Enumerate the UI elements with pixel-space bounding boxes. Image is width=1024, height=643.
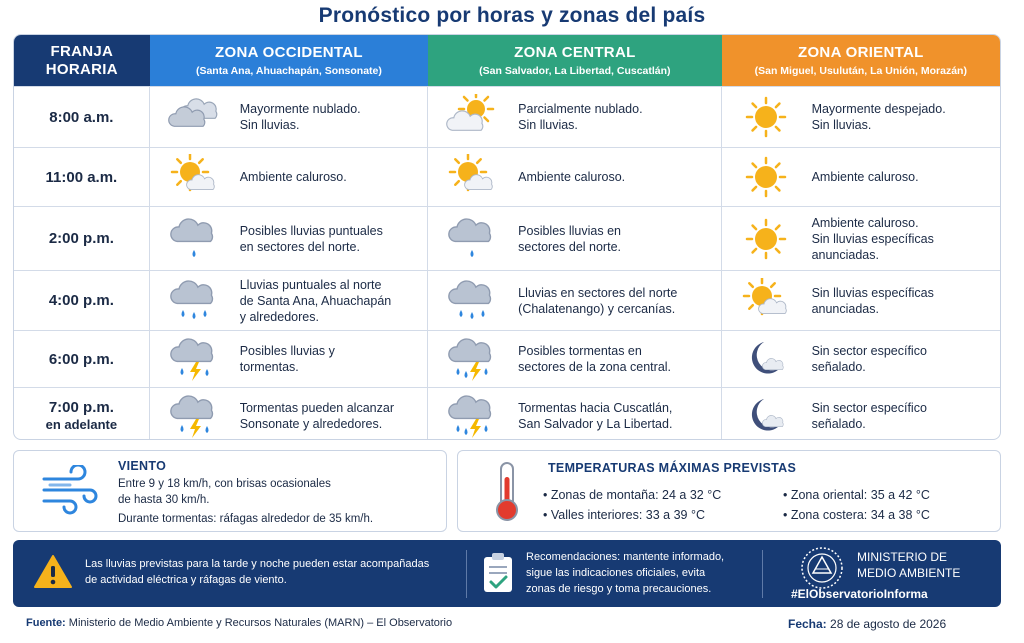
forecast-text: Sin lluvias específicas — [811, 231, 934, 246]
forecast-description — [240, 223, 383, 255]
forecast-cell-west — [150, 148, 428, 206]
forecast-text: sectores de la zona central. — [518, 360, 672, 374]
temp-mountain: • Zonas de montaña: 24 a 32 °C — [543, 488, 722, 502]
temp-valleys: • Valles interiores: 33 a 39 °C — [543, 508, 705, 522]
sun-cloud-icon — [738, 278, 794, 324]
table-row — [14, 147, 1000, 206]
forecast-text: Sonsonate y alrededores. — [239, 416, 383, 431]
storm-icon — [166, 393, 222, 439]
time-slot: 8:00 a.m. — [14, 87, 150, 147]
forecast-text: Posibles tormentas en — [518, 344, 642, 358]
forecast-text: Sin lluvias específicas — [811, 285, 934, 300]
forecast-description — [240, 343, 335, 375]
forecast-description — [518, 169, 625, 185]
time-column-header: FRANJA HORARIA — [14, 35, 150, 86]
recommendation-line-3: zonas de riesgo y toma precauciones. — [526, 583, 712, 595]
forecast-text: Sin lluvias. — [239, 118, 300, 132]
wind-icon — [40, 465, 100, 515]
forecast-text: Lluvias puntuales al norte — [239, 277, 382, 292]
table-row — [14, 206, 1000, 270]
forecast-text: Posibles lluvias puntuales — [239, 223, 383, 238]
forecast-text: Mayormente despejado. — [811, 102, 946, 116]
forecast-text: Tormentas pueden alcanzar — [239, 400, 394, 415]
forecast-text: Mayormente nublado. — [239, 102, 361, 116]
info-banner — [13, 540, 1001, 607]
forecast-description — [812, 101, 946, 133]
thermometer-icon — [494, 461, 520, 523]
storm-rain-icon — [444, 336, 500, 382]
alert-line-2: de actividad eléctrica y ráfagas de viento. — [85, 574, 287, 586]
wind-title: VIENTO — [118, 459, 167, 473]
zone-west-header: ZONA OCCIDENTAL (Santa Ana, Ahuachapán, Sonsonate) — [150, 35, 428, 86]
time-slot: 4:00 p.m. — [14, 271, 150, 330]
forecast-text: Ambiente caluroso. — [239, 170, 347, 184]
forecast-description — [812, 343, 927, 375]
forecast-cell-central — [428, 87, 721, 147]
forecast-cell-central — [428, 388, 721, 440]
forecast-text: Ambiente caluroso. — [811, 170, 919, 184]
forecast-table — [13, 34, 1001, 440]
table-row — [14, 330, 1000, 387]
table-header — [14, 35, 1000, 86]
forecast-text: anunciadas. — [811, 301, 879, 316]
forecast-text: Ambiente caluroso. — [811, 215, 919, 230]
partly-cloudy-icon — [444, 94, 500, 140]
forecast-text: señalado. — [811, 360, 866, 374]
forecast-description — [812, 285, 934, 317]
forecast-cell-west — [150, 87, 428, 147]
forecast-description — [240, 400, 394, 432]
forecast-description — [812, 400, 927, 432]
source-footer: Fuente: Ministerio de Medio Ambiente y Recursos Naturales (MARN) – El Observatorio — [26, 617, 453, 629]
forecast-cell-east — [722, 148, 1000, 206]
forecast-text: San Salvador y La Libertad. — [518, 416, 673, 431]
forecast-cell-east — [722, 271, 1000, 330]
sun-icon — [738, 94, 794, 140]
wind-line-2: de hasta 30 km/h. — [118, 494, 210, 506]
page-title: Pronóstico por horas y zonas del país — [318, 4, 706, 27]
recommendation-line-2: sigue las indicaciones oficiales, evita — [526, 567, 706, 579]
forecast-text: sectores del norte. — [518, 239, 621, 254]
forecast-text: anunciadas. — [811, 247, 879, 262]
zone-east-header: ZONA ORIENTAL (San Miguel, Usulután, La Unión, Morazán) — [722, 35, 1000, 86]
rain-icon — [444, 278, 500, 324]
banner-divider — [762, 550, 763, 598]
forecast-cell-east — [722, 331, 1000, 387]
wind-line-3: Durante tormentas: ráfagas alrededor de 35 km/h. — [118, 513, 374, 525]
checklist-icon — [482, 552, 514, 594]
time-slot: 7:00 p.m. en adelante — [14, 388, 150, 440]
forecast-text: Sin lluvias. — [518, 118, 578, 132]
forecast-cell-west — [150, 271, 428, 330]
sun-icon — [738, 154, 794, 200]
ministry-name-line-1: MINISTERIO DE — [857, 550, 948, 564]
time-slot: 11:00 a.m. — [14, 148, 150, 206]
forecast-text: señalado. — [811, 416, 866, 431]
forecast-cell-west — [150, 388, 428, 440]
forecast-text: Posibles lluvias en — [518, 223, 621, 238]
forecast-text: Tormentas hacia Cuscatlán, — [518, 400, 673, 415]
forecast-cell-central — [428, 148, 721, 206]
forecast-cell-east — [722, 87, 1000, 147]
forecast-description — [518, 343, 671, 375]
zone-central-header: ZONA CENTRAL (San Salvador, La Libertad, Cuscatlán) — [428, 35, 721, 86]
table-row — [14, 387, 1000, 440]
alert-line-1: Las lluvias previstas para la tarde y noche pueden estar acompañadas — [85, 558, 430, 570]
forecast-text: en sectores del norte. — [239, 239, 360, 254]
ministry-seal-icon — [800, 546, 844, 590]
rain-icon — [166, 278, 222, 324]
forecast-text: (Chalatenango) y cercanías. — [518, 301, 676, 316]
forecast-cell-central — [428, 331, 721, 387]
forecast-cell-central — [428, 271, 721, 330]
forecast-description — [240, 101, 361, 133]
ministry-name-line-2: MEDIO AMBIENTE — [857, 566, 961, 580]
recommendation-line-1: Recomendaciones: mantente informado, — [526, 551, 725, 563]
forecast-description — [518, 400, 672, 432]
forecast-text: Sin sector específico — [811, 400, 927, 415]
forecast-text: Parcialmente nublado. — [518, 102, 643, 116]
forecast-text: Posibles lluvias y — [239, 344, 335, 358]
wind-panel — [13, 450, 447, 532]
wind-line-1: Entre 9 y 18 km/h, con brisas ocasionales — [118, 478, 331, 490]
forecast-description — [518, 285, 677, 317]
forecast-description — [518, 223, 621, 255]
cloudy-icon — [166, 94, 222, 140]
forecast-text: y alrededores. — [239, 309, 319, 324]
temperature-panel — [457, 450, 1001, 532]
table-body — [14, 86, 1000, 440]
temp-coast: • Zona costera: 34 a 38 °C — [783, 508, 930, 522]
warning-icon — [33, 554, 73, 590]
forecast-cell-central — [428, 207, 721, 270]
sun-cloud-icon — [444, 154, 500, 200]
banner-divider — [466, 550, 467, 598]
forecast-text: Sin lluvias. — [811, 118, 872, 132]
forecast-cell-west — [150, 331, 428, 387]
moon-cloud-icon — [738, 336, 794, 382]
hashtag: #ElObservatorioInforma — [791, 587, 928, 601]
forecast-text: Ambiente caluroso. — [518, 170, 626, 184]
forecast-description — [812, 169, 919, 185]
storm-icon — [166, 336, 222, 382]
storm-rain-icon — [444, 393, 500, 439]
forecast-description — [518, 101, 642, 133]
forecast-text: tormentas. — [239, 360, 299, 374]
sun-cloud-icon — [166, 154, 222, 200]
light-rain-icon — [166, 216, 222, 262]
forecast-description — [240, 169, 347, 185]
time-slot: 2:00 p.m. — [14, 207, 150, 270]
forecast-text: Sin sector específico — [811, 344, 927, 358]
forecast-cell-east — [722, 207, 1000, 270]
forecast-text: de Santa Ana, Ahuachapán — [239, 293, 392, 308]
table-row — [14, 270, 1000, 330]
time-slot: 6:00 p.m. — [14, 331, 150, 387]
forecast-cell-west — [150, 207, 428, 270]
forecast-description — [812, 215, 934, 263]
temperature-title: TEMPERATURAS MÁXIMAS PREVISTAS — [548, 461, 797, 475]
moon-cloud-icon — [738, 393, 794, 439]
sun-icon — [738, 216, 794, 262]
date-footer: Fecha: 28 de agosto de 2026 — [788, 617, 947, 631]
forecast-text: Lluvias en sectores del norte — [518, 285, 678, 300]
forecast-description — [240, 277, 392, 325]
forecast-cell-east — [722, 388, 1000, 440]
light-rain-icon — [444, 216, 500, 262]
temp-east: • Zona oriental: 35 a 42 °C — [783, 488, 930, 502]
table-row — [14, 86, 1000, 147]
